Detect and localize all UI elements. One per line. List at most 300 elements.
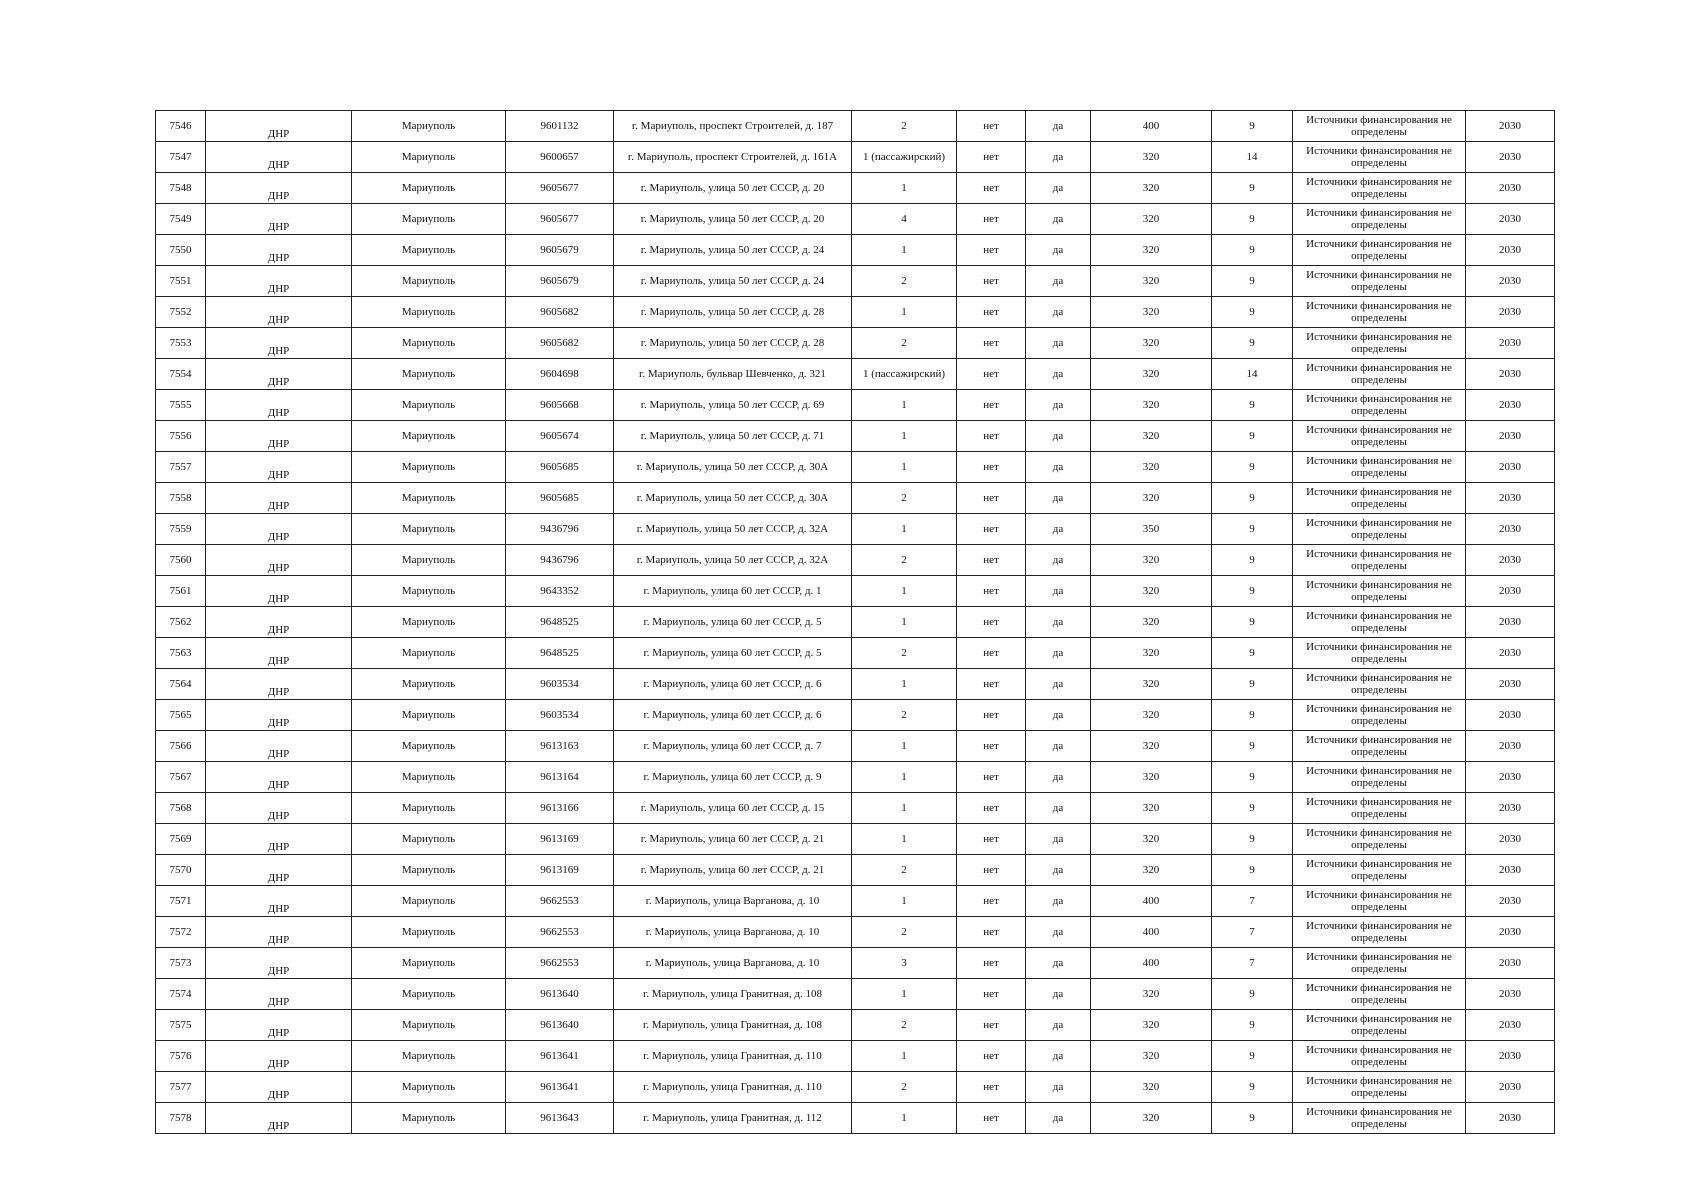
elevator-number-cell: 1 bbox=[852, 390, 957, 421]
year-cell: 2030 bbox=[1466, 452, 1555, 483]
flag-b-cell: да bbox=[1026, 700, 1091, 731]
year-cell: 2030 bbox=[1466, 638, 1555, 669]
elevator-number-cell: 2 bbox=[852, 700, 957, 731]
address-cell: г. Мариуполь, улица 60 лет СССР, д. 5 bbox=[614, 638, 852, 669]
elevator-number-cell: 1 bbox=[852, 576, 957, 607]
year-cell: 2030 bbox=[1466, 762, 1555, 793]
row-number-cell: 7564 bbox=[156, 669, 206, 700]
row-number-cell: 7549 bbox=[156, 204, 206, 235]
floors-cell: 9 bbox=[1212, 576, 1293, 607]
floors-cell: 9 bbox=[1212, 762, 1293, 793]
funding-source-cell: Источники финансирования не определены bbox=[1293, 669, 1466, 700]
flag-a-cell: нет bbox=[957, 266, 1026, 297]
capacity-cell: 400 bbox=[1091, 948, 1212, 979]
flag-a-cell: нет bbox=[957, 514, 1026, 545]
region-cell: ДНР bbox=[206, 948, 352, 979]
floors-cell: 9 bbox=[1212, 483, 1293, 514]
region-cell: ДНР bbox=[206, 576, 352, 607]
floors-cell: 9 bbox=[1212, 1072, 1293, 1103]
floors-cell: 9 bbox=[1212, 297, 1293, 328]
capacity-cell: 350 bbox=[1091, 514, 1212, 545]
flag-b-cell: да bbox=[1026, 1103, 1091, 1134]
flag-b-cell: да bbox=[1026, 235, 1091, 266]
capacity-cell: 320 bbox=[1091, 483, 1212, 514]
capacity-cell: 320 bbox=[1091, 1010, 1212, 1041]
address-cell: г. Мариуполь, улица 60 лет СССР, д. 9 bbox=[614, 762, 852, 793]
year-cell: 2030 bbox=[1466, 607, 1555, 638]
table-row bbox=[156, 607, 1555, 638]
year-cell: 2030 bbox=[1466, 824, 1555, 855]
flag-b-cell: да bbox=[1026, 452, 1091, 483]
capacity-cell: 320 bbox=[1091, 731, 1212, 762]
floors-cell: 9 bbox=[1212, 793, 1293, 824]
table-row bbox=[156, 638, 1555, 669]
year-cell: 2030 bbox=[1466, 731, 1555, 762]
funding-source-cell: Источники финансирования не определены bbox=[1293, 1041, 1466, 1072]
region-cell: ДНР bbox=[206, 545, 352, 576]
elevator-number-cell: 1 bbox=[852, 1041, 957, 1072]
city-cell: Мариуполь bbox=[352, 390, 506, 421]
region-cell: ДНР bbox=[206, 1103, 352, 1134]
flag-a-cell: нет bbox=[957, 1103, 1026, 1134]
flag-b-cell: да bbox=[1026, 979, 1091, 1010]
elevator-registry-table bbox=[155, 110, 1555, 1134]
year-cell: 2030 bbox=[1466, 1103, 1555, 1134]
address-cell: г. Мариуполь, улица 50 лет СССР, д. 20 bbox=[614, 204, 852, 235]
building-id-cell: 9605685 bbox=[506, 452, 614, 483]
capacity-cell: 320 bbox=[1091, 545, 1212, 576]
funding-source-cell: Источники финансирования не определены bbox=[1293, 979, 1466, 1010]
funding-source-cell: Источники финансирования не определены bbox=[1293, 1010, 1466, 1041]
funding-source-cell: Источники финансирования не определены bbox=[1293, 297, 1466, 328]
year-cell: 2030 bbox=[1466, 204, 1555, 235]
table-row bbox=[156, 1072, 1555, 1103]
elevator-number-cell: 2 bbox=[852, 483, 957, 514]
flag-b-cell: да bbox=[1026, 855, 1091, 886]
elevator-number-cell: 1 (пассажирский) bbox=[852, 359, 957, 390]
year-cell: 2030 bbox=[1466, 979, 1555, 1010]
region-cell: ДНР bbox=[206, 917, 352, 948]
floors-cell: 9 bbox=[1212, 1103, 1293, 1134]
flag-b-cell: да bbox=[1026, 576, 1091, 607]
building-id-cell: 9648525 bbox=[506, 638, 614, 669]
city-cell: Мариуполь bbox=[352, 359, 506, 390]
capacity-cell: 320 bbox=[1091, 142, 1212, 173]
flag-b-cell: да bbox=[1026, 917, 1091, 948]
capacity-cell: 320 bbox=[1091, 421, 1212, 452]
flag-b-cell: да bbox=[1026, 1010, 1091, 1041]
funding-source-cell: Источники финансирования не определены bbox=[1293, 235, 1466, 266]
table-row bbox=[156, 111, 1555, 142]
year-cell: 2030 bbox=[1466, 297, 1555, 328]
city-cell: Мариуполь bbox=[352, 824, 506, 855]
elevator-number-cell: 2 bbox=[852, 1010, 957, 1041]
flag-b-cell: да bbox=[1026, 173, 1091, 204]
flag-b-cell: да bbox=[1026, 948, 1091, 979]
city-cell: Мариуполь bbox=[352, 855, 506, 886]
row-number-cell: 7556 bbox=[156, 421, 206, 452]
floors-cell: 9 bbox=[1212, 111, 1293, 142]
city-cell: Мариуполь bbox=[352, 979, 506, 1010]
table-row bbox=[156, 886, 1555, 917]
table-row bbox=[156, 1041, 1555, 1072]
address-cell: г. Мариуполь, улица 60 лет СССР, д. 21 bbox=[614, 855, 852, 886]
floors-cell: 9 bbox=[1212, 390, 1293, 421]
address-cell: г. Мариуполь, улица 50 лет СССР, д. 71 bbox=[614, 421, 852, 452]
city-cell: Мариуполь bbox=[352, 1041, 506, 1072]
year-cell: 2030 bbox=[1466, 700, 1555, 731]
row-number-cell: 7567 bbox=[156, 762, 206, 793]
flag-a-cell: нет bbox=[957, 142, 1026, 173]
year-cell: 2030 bbox=[1466, 235, 1555, 266]
funding-source-cell: Источники финансирования не определены bbox=[1293, 359, 1466, 390]
address-cell: г. Мариуполь, улица Гранитная, д. 108 bbox=[614, 1010, 852, 1041]
row-number-cell: 7554 bbox=[156, 359, 206, 390]
region-cell: ДНР bbox=[206, 359, 352, 390]
address-cell: г. Мариуполь, улица 50 лет СССР, д. 69 bbox=[614, 390, 852, 421]
table-row bbox=[156, 421, 1555, 452]
funding-source-cell: Источники финансирования не определены bbox=[1293, 142, 1466, 173]
row-number-cell: 7563 bbox=[156, 638, 206, 669]
elevator-number-cell: 1 bbox=[852, 669, 957, 700]
region-cell: ДНР bbox=[206, 1072, 352, 1103]
row-number-cell: 7546 bbox=[156, 111, 206, 142]
city-cell: Мариуполь bbox=[352, 142, 506, 173]
flag-a-cell: нет bbox=[957, 1041, 1026, 1072]
region-cell: ДНР bbox=[206, 669, 352, 700]
address-cell: г. Мариуполь, улица Гранитная, д. 110 bbox=[614, 1041, 852, 1072]
year-cell: 2030 bbox=[1466, 855, 1555, 886]
floors-cell: 9 bbox=[1212, 421, 1293, 452]
building-id-cell: 9648525 bbox=[506, 607, 614, 638]
elevator-number-cell: 1 bbox=[852, 297, 957, 328]
flag-a-cell: нет bbox=[957, 483, 1026, 514]
building-id-cell: 9605679 bbox=[506, 235, 614, 266]
table-row bbox=[156, 390, 1555, 421]
row-number-cell: 7558 bbox=[156, 483, 206, 514]
floors-cell: 9 bbox=[1212, 452, 1293, 483]
flag-a-cell: нет bbox=[957, 700, 1026, 731]
capacity-cell: 320 bbox=[1091, 204, 1212, 235]
funding-source-cell: Источники финансирования не определены bbox=[1293, 607, 1466, 638]
year-cell: 2030 bbox=[1466, 173, 1555, 204]
flag-a-cell: нет bbox=[957, 297, 1026, 328]
city-cell: Мариуполь bbox=[352, 204, 506, 235]
region-cell: ДНР bbox=[206, 421, 352, 452]
funding-source-cell: Источники финансирования не определены bbox=[1293, 576, 1466, 607]
elevator-number-cell: 2 bbox=[852, 1072, 957, 1103]
city-cell: Мариуполь bbox=[352, 483, 506, 514]
building-id-cell: 9605685 bbox=[506, 483, 614, 514]
city-cell: Мариуполь bbox=[352, 638, 506, 669]
floors-cell: 14 bbox=[1212, 359, 1293, 390]
city-cell: Мариуполь bbox=[352, 514, 506, 545]
flag-b-cell: да bbox=[1026, 204, 1091, 235]
flag-b-cell: да bbox=[1026, 762, 1091, 793]
region-cell: ДНР bbox=[206, 390, 352, 421]
year-cell: 2030 bbox=[1466, 1010, 1555, 1041]
capacity-cell: 320 bbox=[1091, 638, 1212, 669]
row-number-cell: 7551 bbox=[156, 266, 206, 297]
year-cell: 2030 bbox=[1466, 111, 1555, 142]
flag-b-cell: да bbox=[1026, 297, 1091, 328]
flag-a-cell: нет bbox=[957, 576, 1026, 607]
table-row bbox=[156, 297, 1555, 328]
elevator-number-cell: 1 bbox=[852, 731, 957, 762]
city-cell: Мариуполь bbox=[352, 607, 506, 638]
address-cell: г. Мариуполь, проспект Строителей, д. 161А bbox=[614, 142, 852, 173]
flag-a-cell: нет bbox=[957, 390, 1026, 421]
flag-a-cell: нет bbox=[957, 855, 1026, 886]
funding-source-cell: Источники финансирования не определены bbox=[1293, 483, 1466, 514]
address-cell: г. Мариуполь, улица Варганова, д. 10 bbox=[614, 948, 852, 979]
table-row bbox=[156, 266, 1555, 297]
address-cell: г. Мариуполь, улица 50 лет СССР, д. 28 bbox=[614, 297, 852, 328]
row-number-cell: 7550 bbox=[156, 235, 206, 266]
row-number-cell: 7577 bbox=[156, 1072, 206, 1103]
flag-b-cell: да bbox=[1026, 328, 1091, 359]
building-id-cell: 9643352 bbox=[506, 576, 614, 607]
year-cell: 2030 bbox=[1466, 669, 1555, 700]
building-id-cell: 9613640 bbox=[506, 979, 614, 1010]
region-cell: ДНР bbox=[206, 700, 352, 731]
table-row bbox=[156, 731, 1555, 762]
region-cell: ДНР bbox=[206, 886, 352, 917]
building-id-cell: 9613164 bbox=[506, 762, 614, 793]
capacity-cell: 320 bbox=[1091, 1041, 1212, 1072]
floors-cell: 9 bbox=[1212, 204, 1293, 235]
table-row bbox=[156, 793, 1555, 824]
flag-b-cell: да bbox=[1026, 142, 1091, 173]
floors-cell: 9 bbox=[1212, 235, 1293, 266]
floors-cell: 9 bbox=[1212, 731, 1293, 762]
row-number-cell: 7570 bbox=[156, 855, 206, 886]
flag-a-cell: нет bbox=[957, 1010, 1026, 1041]
city-cell: Мариуполь bbox=[352, 421, 506, 452]
address-cell: г. Мариуполь, улица 60 лет СССР, д. 6 bbox=[614, 669, 852, 700]
year-cell: 2030 bbox=[1466, 142, 1555, 173]
year-cell: 2030 bbox=[1466, 576, 1555, 607]
elevator-number-cell: 1 bbox=[852, 173, 957, 204]
table-row bbox=[156, 855, 1555, 886]
city-cell: Мариуполь bbox=[352, 948, 506, 979]
city-cell: Мариуполь bbox=[352, 1103, 506, 1134]
address-cell: г. Мариуполь, улица 50 лет СССР, д. 24 bbox=[614, 235, 852, 266]
floors-cell: 9 bbox=[1212, 514, 1293, 545]
funding-source-cell: Источники финансирования не определены bbox=[1293, 514, 1466, 545]
flag-b-cell: да bbox=[1026, 731, 1091, 762]
flag-a-cell: нет bbox=[957, 824, 1026, 855]
address-cell: г. Мариуполь, улица Гранитная, д. 112 bbox=[614, 1103, 852, 1134]
flag-a-cell: нет bbox=[957, 762, 1026, 793]
row-number-cell: 7553 bbox=[156, 328, 206, 359]
funding-source-cell: Источники финансирования не определены bbox=[1293, 111, 1466, 142]
building-id-cell: 9613169 bbox=[506, 824, 614, 855]
elevator-number-cell: 4 bbox=[852, 204, 957, 235]
region-cell: ДНР bbox=[206, 762, 352, 793]
address-cell: г. Мариуполь, улица Варганова, д. 10 bbox=[614, 917, 852, 948]
elevator-number-cell: 1 bbox=[852, 824, 957, 855]
funding-source-cell: Источники финансирования не определены bbox=[1293, 173, 1466, 204]
region-cell: ДНР bbox=[206, 1041, 352, 1072]
address-cell: г. Мариуполь, бульвар Шевченко, д. 321 bbox=[614, 359, 852, 390]
elevator-number-cell: 2 bbox=[852, 266, 957, 297]
address-cell: г. Мариуполь, улица 50 лет СССР, д. 32А bbox=[614, 545, 852, 576]
flag-b-cell: да bbox=[1026, 514, 1091, 545]
building-id-cell: 9603534 bbox=[506, 669, 614, 700]
funding-source-cell: Источники финансирования не определены bbox=[1293, 452, 1466, 483]
table-row bbox=[156, 235, 1555, 266]
city-cell: Мариуполь bbox=[352, 111, 506, 142]
building-id-cell: 9613641 bbox=[506, 1072, 614, 1103]
capacity-cell: 320 bbox=[1091, 1072, 1212, 1103]
year-cell: 2030 bbox=[1466, 545, 1555, 576]
row-number-cell: 7566 bbox=[156, 731, 206, 762]
elevator-number-cell: 2 bbox=[852, 855, 957, 886]
funding-source-cell: Источники финансирования не определены bbox=[1293, 328, 1466, 359]
row-number-cell: 7572 bbox=[156, 917, 206, 948]
region-cell: ДНР bbox=[206, 855, 352, 886]
row-number-cell: 7548 bbox=[156, 173, 206, 204]
flag-b-cell: да bbox=[1026, 638, 1091, 669]
capacity-cell: 320 bbox=[1091, 390, 1212, 421]
building-id-cell: 9605682 bbox=[506, 297, 614, 328]
flag-a-cell: нет bbox=[957, 421, 1026, 452]
flag-a-cell: нет bbox=[957, 545, 1026, 576]
building-id-cell: 9605682 bbox=[506, 328, 614, 359]
city-cell: Мариуполь bbox=[352, 793, 506, 824]
city-cell: Мариуполь bbox=[352, 762, 506, 793]
region-cell: ДНР bbox=[206, 297, 352, 328]
table-row bbox=[156, 1103, 1555, 1134]
building-id-cell: 9605677 bbox=[506, 204, 614, 235]
city-cell: Мариуполь bbox=[352, 235, 506, 266]
table-row bbox=[156, 359, 1555, 390]
funding-source-cell: Источники финансирования не определены bbox=[1293, 1072, 1466, 1103]
funding-source-cell: Источники финансирования не определены bbox=[1293, 700, 1466, 731]
flag-a-cell: нет bbox=[957, 607, 1026, 638]
flag-a-cell: нет bbox=[957, 793, 1026, 824]
capacity-cell: 320 bbox=[1091, 855, 1212, 886]
year-cell: 2030 bbox=[1466, 328, 1555, 359]
building-id-cell: 9662553 bbox=[506, 917, 614, 948]
building-id-cell: 9605679 bbox=[506, 266, 614, 297]
address-cell: г. Мариуполь, улица Гранитная, д. 110 bbox=[614, 1072, 852, 1103]
elevator-number-cell: 3 bbox=[852, 948, 957, 979]
table-row bbox=[156, 762, 1555, 793]
funding-source-cell: Источники финансирования не определены bbox=[1293, 824, 1466, 855]
building-id-cell: 9613166 bbox=[506, 793, 614, 824]
year-cell: 2030 bbox=[1466, 266, 1555, 297]
row-number-cell: 7559 bbox=[156, 514, 206, 545]
flag-b-cell: да bbox=[1026, 886, 1091, 917]
floors-cell: 14 bbox=[1212, 142, 1293, 173]
elevator-number-cell: 1 bbox=[852, 793, 957, 824]
table-row bbox=[156, 700, 1555, 731]
flag-b-cell: да bbox=[1026, 359, 1091, 390]
year-cell: 2030 bbox=[1466, 514, 1555, 545]
floors-cell: 7 bbox=[1212, 948, 1293, 979]
elevator-number-cell: 1 bbox=[852, 762, 957, 793]
building-id-cell: 9604698 bbox=[506, 359, 614, 390]
flag-b-cell: да bbox=[1026, 266, 1091, 297]
building-id-cell: 9436796 bbox=[506, 545, 614, 576]
table-row bbox=[156, 917, 1555, 948]
row-number-cell: 7576 bbox=[156, 1041, 206, 1072]
flag-b-cell: да bbox=[1026, 824, 1091, 855]
capacity-cell: 400 bbox=[1091, 917, 1212, 948]
funding-source-cell: Источники финансирования не определены bbox=[1293, 1103, 1466, 1134]
year-cell: 2030 bbox=[1466, 1072, 1555, 1103]
city-cell: Мариуполь bbox=[352, 266, 506, 297]
document-page bbox=[155, 110, 1555, 1134]
address-cell: г. Мариуполь, улица 60 лет СССР, д. 21 bbox=[614, 824, 852, 855]
capacity-cell: 320 bbox=[1091, 576, 1212, 607]
table-row bbox=[156, 204, 1555, 235]
table-row bbox=[156, 669, 1555, 700]
elevator-number-cell: 2 bbox=[852, 638, 957, 669]
table-row bbox=[156, 483, 1555, 514]
flag-a-cell: нет bbox=[957, 1072, 1026, 1103]
table-row bbox=[156, 514, 1555, 545]
table-row bbox=[156, 173, 1555, 204]
capacity-cell: 320 bbox=[1091, 762, 1212, 793]
region-cell: ДНР bbox=[206, 979, 352, 1010]
region-cell: ДНР bbox=[206, 793, 352, 824]
address-cell: г. Мариуполь, улица Варганова, д. 10 bbox=[614, 886, 852, 917]
capacity-cell: 400 bbox=[1091, 886, 1212, 917]
flag-b-cell: да bbox=[1026, 545, 1091, 576]
city-cell: Мариуполь bbox=[352, 328, 506, 359]
capacity-cell: 320 bbox=[1091, 793, 1212, 824]
flag-b-cell: да bbox=[1026, 1072, 1091, 1103]
funding-source-cell: Источники финансирования не определены bbox=[1293, 638, 1466, 669]
year-cell: 2030 bbox=[1466, 1041, 1555, 1072]
funding-source-cell: Источники финансирования не определены bbox=[1293, 204, 1466, 235]
row-number-cell: 7571 bbox=[156, 886, 206, 917]
funding-source-cell: Источники финансирования не определены bbox=[1293, 731, 1466, 762]
floors-cell: 9 bbox=[1212, 545, 1293, 576]
address-cell: г. Мариуполь, улица 60 лет СССР, д. 5 bbox=[614, 607, 852, 638]
funding-source-cell: Источники финансирования не определены bbox=[1293, 421, 1466, 452]
building-id-cell: 9613163 bbox=[506, 731, 614, 762]
year-cell: 2030 bbox=[1466, 359, 1555, 390]
row-number-cell: 7555 bbox=[156, 390, 206, 421]
capacity-cell: 320 bbox=[1091, 297, 1212, 328]
floors-cell: 9 bbox=[1212, 266, 1293, 297]
flag-a-cell: нет bbox=[957, 328, 1026, 359]
flag-a-cell: нет bbox=[957, 638, 1026, 669]
capacity-cell: 320 bbox=[1091, 824, 1212, 855]
flag-b-cell: да bbox=[1026, 111, 1091, 142]
region-cell: ДНР bbox=[206, 328, 352, 359]
funding-source-cell: Источники финансирования не определены bbox=[1293, 390, 1466, 421]
row-number-cell: 7547 bbox=[156, 142, 206, 173]
row-number-cell: 7560 bbox=[156, 545, 206, 576]
elevator-number-cell: 1 bbox=[852, 979, 957, 1010]
elevator-number-cell: 2 bbox=[852, 111, 957, 142]
capacity-cell: 320 bbox=[1091, 328, 1212, 359]
table-row bbox=[156, 328, 1555, 359]
city-cell: Мариуполь bbox=[352, 452, 506, 483]
table-row bbox=[156, 576, 1555, 607]
funding-source-cell: Источники финансирования не определены bbox=[1293, 948, 1466, 979]
elevator-number-cell: 1 bbox=[852, 886, 957, 917]
address-cell: г. Мариуполь, улица 50 лет СССР, д. 20 bbox=[614, 173, 852, 204]
address-cell: г. Мариуполь, улица 60 лет СССР, д. 7 bbox=[614, 731, 852, 762]
flag-a-cell: нет bbox=[957, 886, 1026, 917]
capacity-cell: 320 bbox=[1091, 669, 1212, 700]
